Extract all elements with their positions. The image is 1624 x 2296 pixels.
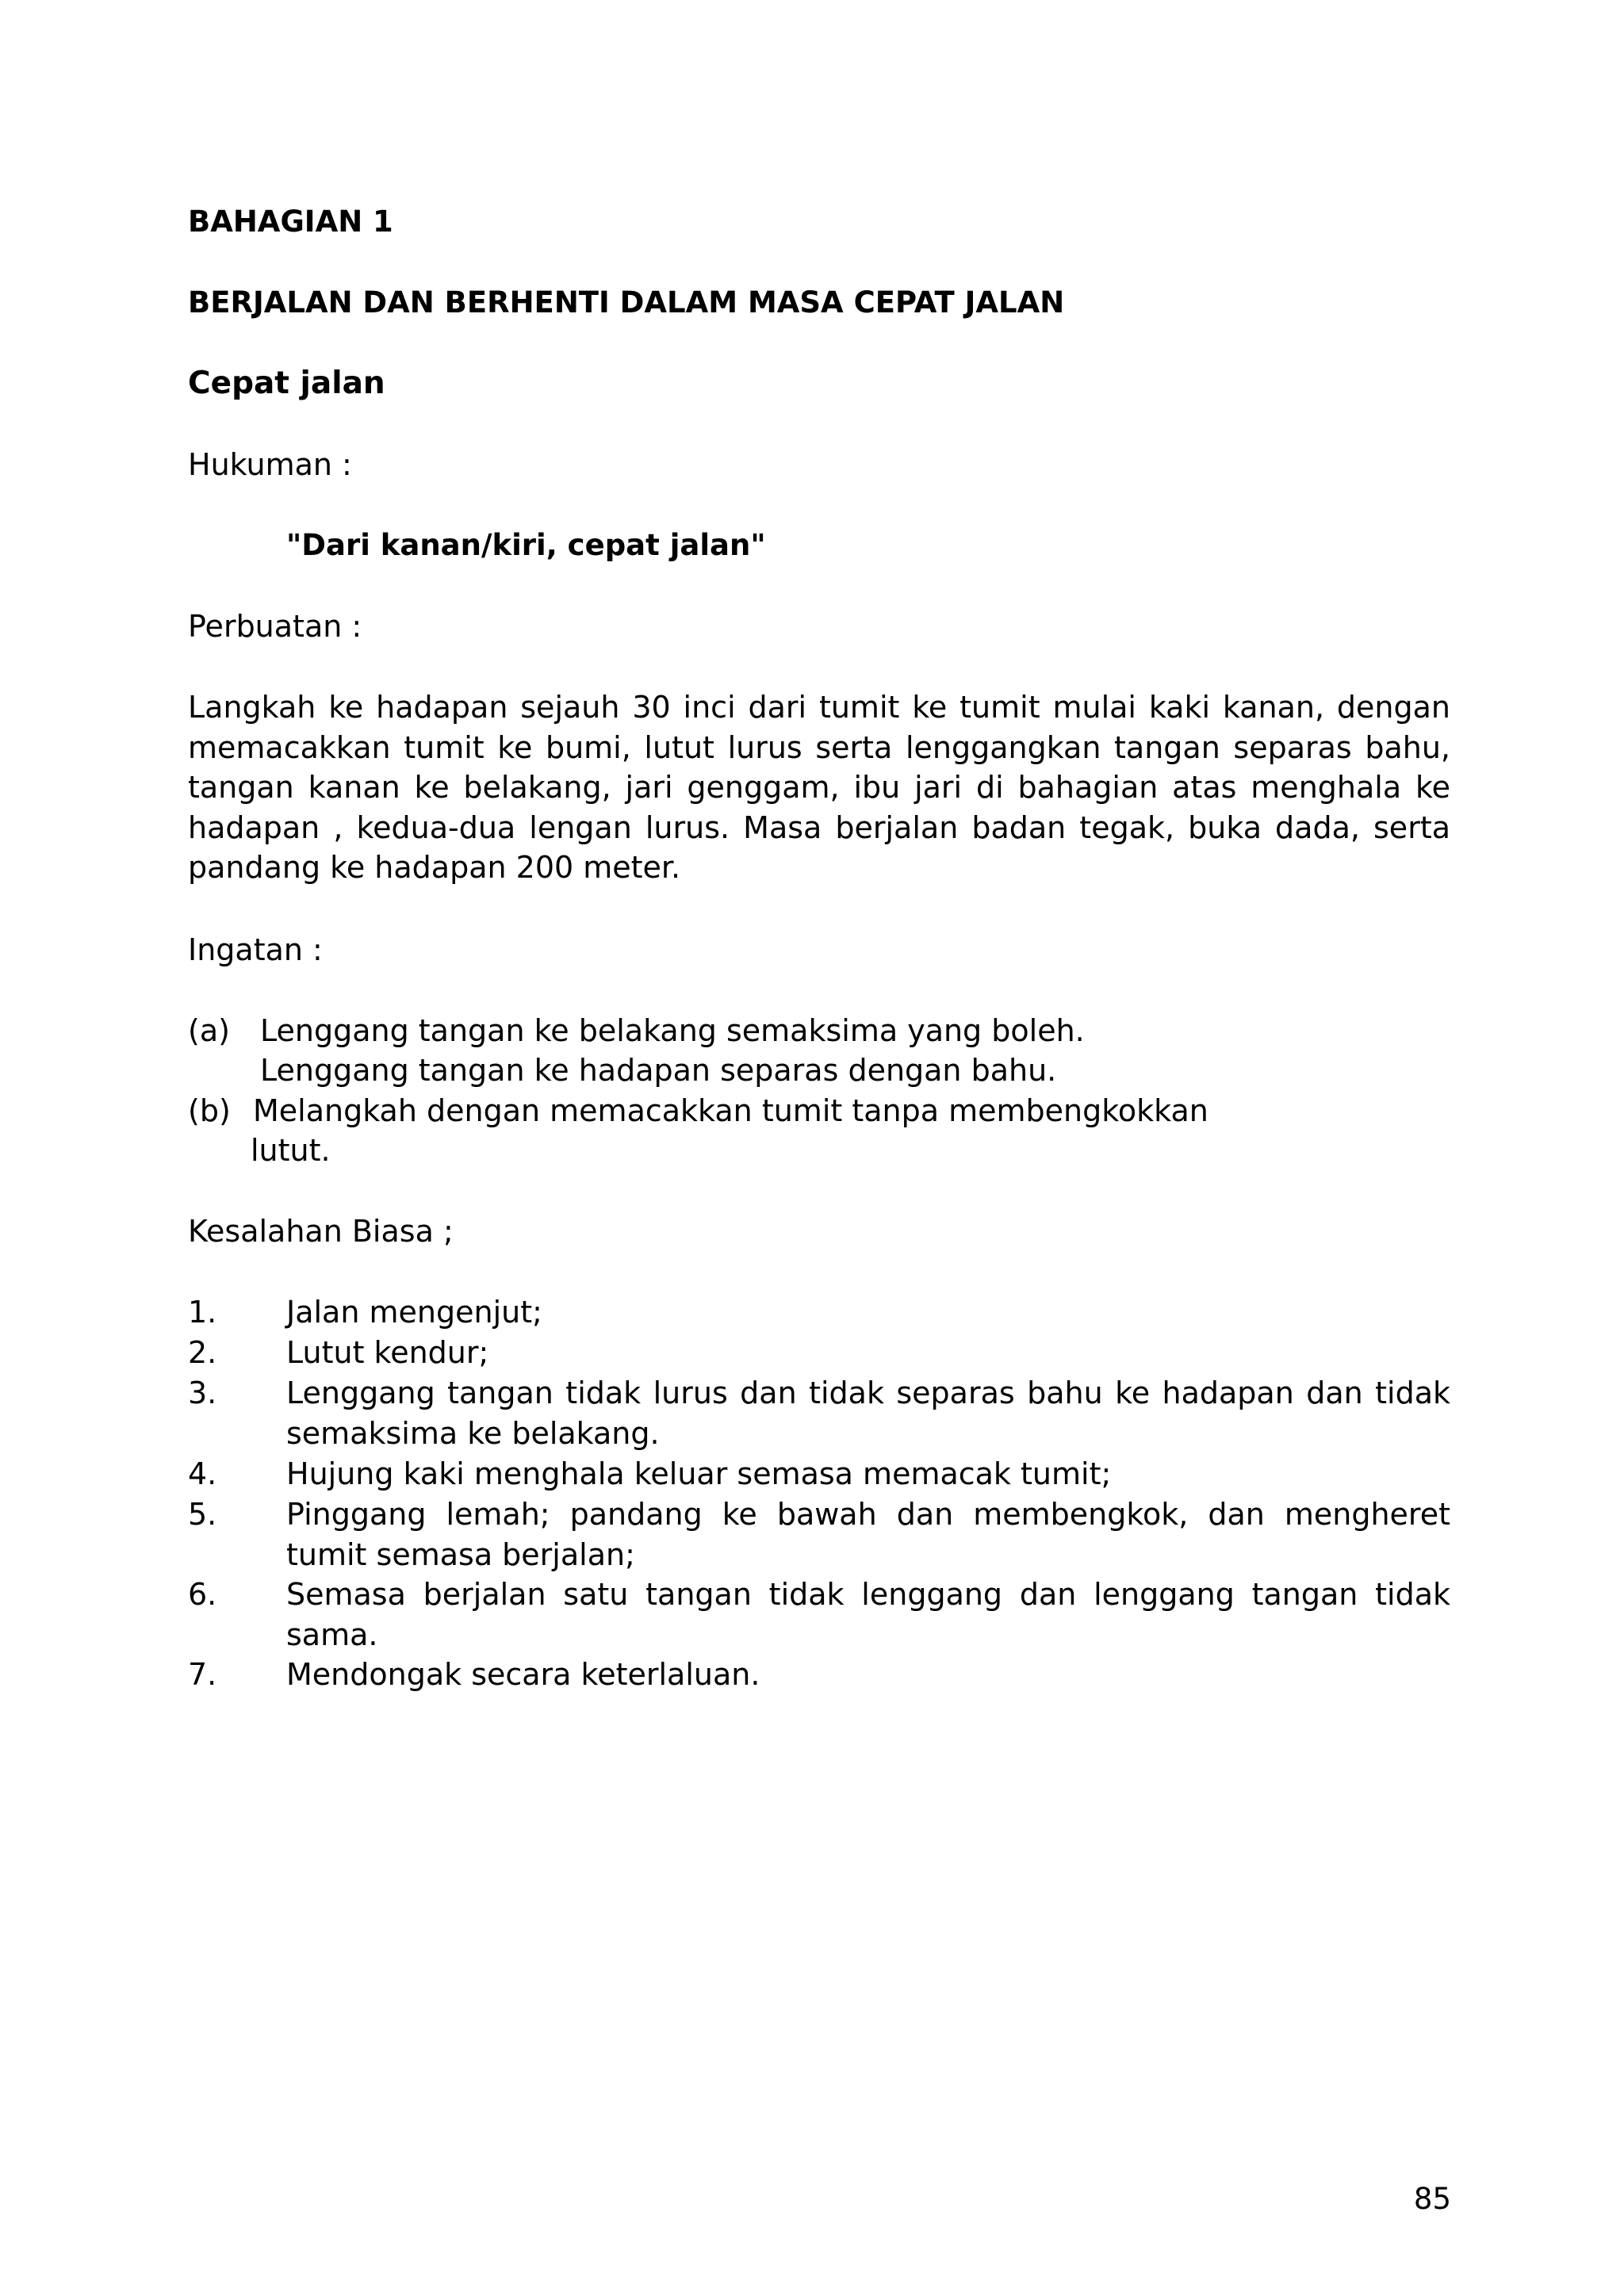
list-item xyxy=(188,1292,1450,1333)
list-item-text: Semasa berjalan satu tangan tidak lenggang dan lenggang tangan tidak sama. xyxy=(286,1577,1450,1652)
list-item-number: 2. xyxy=(188,1335,217,1370)
list-item-text: Jalan mengenjut; xyxy=(286,1295,542,1330)
list-item-number: 5. xyxy=(188,1497,217,1532)
list-item-number: 4. xyxy=(188,1456,217,1491)
list-item xyxy=(188,1373,1450,1453)
reminder-marker-a: (a) xyxy=(188,1013,230,1048)
section-heading: BAHAGIAN 1 xyxy=(188,205,393,239)
command-label: Hukuman : xyxy=(188,447,352,482)
reminder-label: Ingatan : xyxy=(188,932,323,967)
list-item-text: Lenggang tangan tidak lurus dan tidak separas bahu ke hadapan dan tidak semaksima ke belakang. xyxy=(286,1376,1450,1451)
list-item-text: Hujung kaki menghala keluar semasa memacak tumit; xyxy=(286,1456,1112,1491)
list-item-text: Mendongak secara keterlaluan. xyxy=(286,1657,760,1692)
list-item-number: 7. xyxy=(188,1657,217,1692)
list-item-number: 6. xyxy=(188,1577,217,1612)
reminder-item-a-line-2: Lenggang tangan ke hadapan separas dengan bahu. xyxy=(260,1053,1057,1088)
reminder-item-b-line-2: lutut. xyxy=(251,1133,331,1168)
list-item xyxy=(188,1655,1450,1695)
topic-heading: BERJALAN DAN BERHENTI DALAM MASA CEPAT JALAN xyxy=(188,285,1065,320)
subheading: Cepat jalan xyxy=(188,365,385,401)
list-item xyxy=(188,1333,1450,1373)
list-item-number: 1. xyxy=(188,1295,217,1330)
reminder-marker-b: (b) xyxy=(188,1093,231,1128)
reminder-item-b-line-1: Melangkah dengan memacakkan tumit tanpa membengkokkan xyxy=(253,1093,1208,1128)
common-errors-label: Kesalahan Biasa ; xyxy=(188,1214,454,1249)
list-item xyxy=(188,1454,1450,1494)
reminder-item-a-line-1: Lenggang tangan ke belakang semaksima yang boleh. xyxy=(260,1013,1085,1048)
command-text: "Dari kanan/kiri, cepat jalan" xyxy=(286,528,766,562)
action-label: Perbuatan : xyxy=(188,609,362,644)
list-item xyxy=(188,1575,1450,1655)
list-item-number: 3. xyxy=(188,1376,217,1410)
list-item xyxy=(188,1494,1450,1575)
page-number: 85 xyxy=(1413,2182,1451,2216)
action-paragraph: Langkah ke hadapan sejauh 30 inci dari tumit ke tumit mulai kaki kanan, dengan memacakkan tumit ke bumi, lutut lurus serta lenggangkan tangan separas bahu, tangan kanan ke belakang, jari genggam, ibu jari di bahagian atas menghala ke hadapan , kedua-dua lengan lurus. Masa berjalan badan tegak, buka dada, serta pandang ke hadapan 200 meter. xyxy=(188,690,1450,885)
list-item-text: Lutut kendur; xyxy=(286,1335,489,1370)
list-item-text: Pinggang lemah; pandang ke bawah dan membengkok, dan mengheret tumit semasa berjalan; xyxy=(286,1497,1450,1572)
